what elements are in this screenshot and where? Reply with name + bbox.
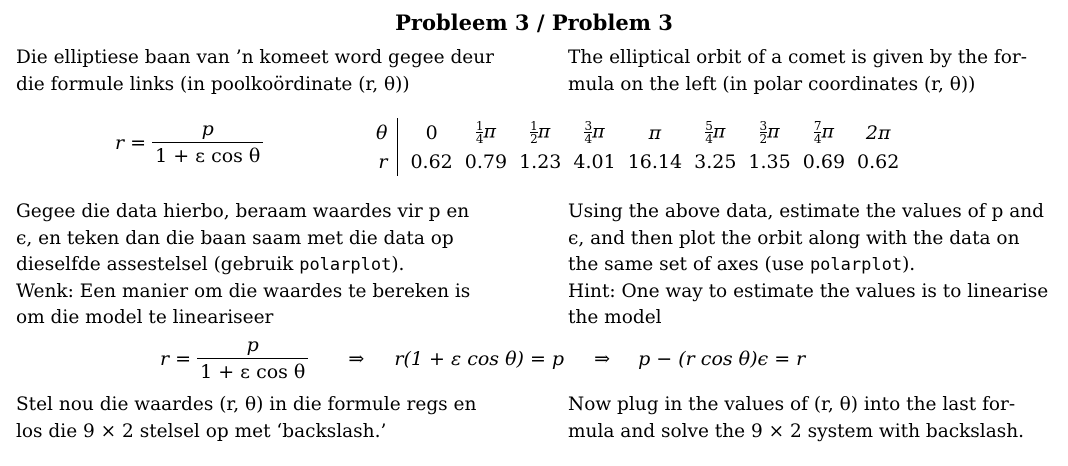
r-value: 0.69: [802, 150, 846, 173]
theta-fraction-den: 2: [530, 132, 538, 146]
lin-numerator: p: [246, 334, 259, 356]
task-af-line-5: om die model te lineariseer: [16, 307, 274, 328]
orbit-data-table: [370, 118, 905, 176]
final-af-line-1: Stel nou die waardes (r, θ) in die formule regs en: [16, 394, 477, 415]
task-af-line-1: Gegee die data hierbo, beraam waardes vir p en: [16, 201, 470, 222]
theta-value: 0: [425, 121, 438, 144]
lin-step2: r(1 + ε cos θ) = p: [394, 347, 565, 370]
r-value: 3.25: [694, 150, 737, 173]
task-af-line-3-text: dieselfde assestelsel (gebruik: [16, 254, 300, 275]
theta-fraction-num: 7: [813, 119, 822, 133]
page-title: Probleem 3 / Problem 3: [395, 10, 673, 35]
task-en-line-4: Hint: One way to estimate the values is to linearise: [568, 280, 1049, 302]
theta-pi: π: [537, 120, 551, 143]
theta-cell: [851, 118, 905, 147]
formula-numerator: p: [201, 118, 214, 140]
theta-cell: [513, 118, 567, 147]
r-value: 0.62: [410, 150, 453, 173]
lin-lhs: r =: [160, 347, 192, 370]
theta-fraction-den: 2: [759, 132, 768, 146]
lin-fraction: [197, 334, 308, 383]
theta-fraction: [530, 120, 538, 145]
r-value: 16.14: [627, 150, 683, 173]
task-af-line-2: ϵ, en teken dan die baan saam met die data op: [16, 227, 454, 249]
theta-cell: [622, 118, 688, 147]
final-afrikaans: [16, 392, 476, 445]
theta-cell: [688, 118, 742, 147]
theta-fraction: [760, 120, 768, 145]
task-en-line-3-end: ).: [902, 254, 916, 275]
theta-fraction-den: 4: [705, 132, 713, 146]
r-label: r: [370, 147, 398, 176]
final-en-line-2: mula and solve the 9 × 2 system with backslash.: [568, 420, 1025, 442]
r-value: 4.01: [573, 150, 616, 173]
intro-en-line-1: The elliptical orbit of a comet is given by the for-: [568, 47, 1027, 68]
task-en-line-2: ϵ, and then plot the orbit along with the data on: [568, 227, 1020, 249]
theta-value: π: [648, 121, 662, 144]
r-value: 1.23: [519, 150, 562, 173]
theta-fraction: [584, 120, 592, 145]
task-en-line-1: Using the above data, estimate the values of p and: [568, 201, 1045, 222]
implies-arrow-2: ⇒: [594, 347, 611, 370]
intro-afrikaans: [16, 45, 494, 98]
r-value: 1.35: [748, 150, 791, 173]
theta-cell: [567, 118, 621, 147]
theta-fraction-den: 4: [475, 132, 484, 146]
task-af-line-4: Wenk: Een manier om die waardes te bereken is: [16, 280, 471, 302]
intro-af-line-2: die formule links (in poolkoördinate (r, θ)): [16, 73, 410, 95]
orbit-formula: [115, 118, 263, 167]
theta-value: 2π: [865, 121, 891, 144]
task-english: [568, 199, 1048, 332]
theta-fraction-num: 1: [530, 119, 538, 133]
r-value: 0.62: [857, 150, 900, 173]
formula-lhs: r =: [115, 131, 147, 154]
theta-fraction: [705, 120, 713, 145]
linearisation-equation: [160, 334, 805, 383]
task-af-line-3: [16, 252, 470, 279]
theta-cell: [742, 118, 796, 147]
theta-cell: [398, 118, 459, 147]
formula-denominator: 1 + ε cos θ: [152, 142, 263, 167]
intro-en-line-2: mula on the left (in polar coordinates (r, θ)): [568, 73, 976, 95]
r-value: 0.79: [464, 150, 508, 173]
formula-fraction: [152, 118, 263, 167]
theta-pi: π: [592, 120, 605, 143]
theta-fraction-den: 4: [813, 132, 822, 146]
lin-step3: p − (r cos θ)ϵ = r: [638, 347, 806, 370]
task-af-line-3-end: ).: [391, 254, 405, 275]
theta-label: θ: [370, 118, 398, 147]
intro-af-line-1: Die elliptiese baan van ’n komeet word gegee deur: [16, 47, 494, 68]
final-af-line-2: los die 9 × 2 stelsel op met ‘backslash.’: [16, 420, 387, 442]
theta-fraction-num: 1: [475, 119, 484, 133]
r-row: [370, 147, 905, 176]
final-english: [568, 392, 1024, 445]
theta-cell: [797, 118, 851, 147]
theta-pi: π: [821, 120, 834, 143]
final-en-line-1: Now plug in the values of (r, θ) into the last for-: [568, 394, 1016, 415]
theta-pi: π: [712, 120, 726, 143]
theta-fraction-num: 5: [705, 119, 713, 133]
task-en-line-3: [568, 252, 1048, 279]
theta-pi: π: [483, 120, 496, 143]
polarplot-code-en: polarplot: [809, 255, 903, 275]
task-en-line-5: the model: [568, 307, 662, 328]
theta-cell: [459, 118, 513, 147]
polarplot-code-af: polarplot: [299, 255, 392, 275]
intro-english: [568, 45, 1027, 98]
lin-denominator: 1 + ε cos θ: [197, 358, 308, 383]
theta-row: [370, 118, 905, 147]
theta-fraction-num: 3: [759, 119, 768, 133]
theta-pi: π: [767, 120, 780, 143]
theta-fraction-den: 4: [584, 132, 593, 146]
implies-arrow-1: ⇒: [348, 347, 365, 370]
task-en-line-3-text: the same set of axes (use: [568, 254, 810, 275]
task-afrikaans: [16, 199, 470, 332]
theta-fraction-num: 3: [584, 119, 593, 133]
